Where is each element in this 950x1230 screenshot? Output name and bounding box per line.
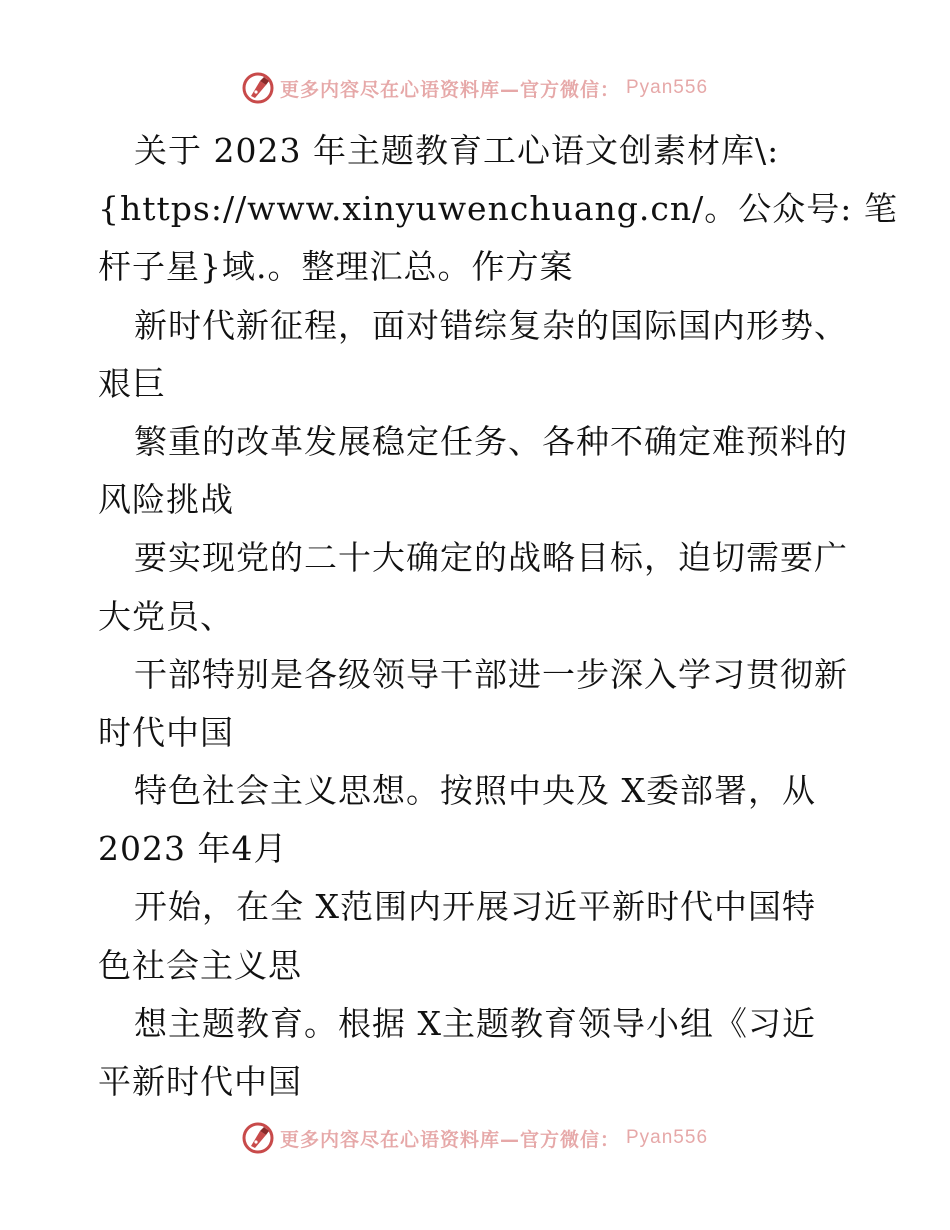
- text-line: 杆子星}域.。整理汇总。作方案: [98, 247, 574, 287]
- document-body: [98, 122, 898, 1111]
- header-watermark: [0, 72, 950, 104]
- text-line: 要实现党的二十大确定的战略目标，迫切需要广: [134, 538, 848, 578]
- text-line: 关于 2023 年主题教育工心语文创素材库\:: [134, 131, 780, 170]
- text-line: 2023 年4月: [98, 829, 288, 869]
- footer-watermark: [0, 1122, 950, 1154]
- pen-nib-circle-icon: [242, 1122, 274, 1154]
- text-line: 想主题教育。根据 X主题教育领导小组《习近: [134, 1003, 816, 1043]
- text-line: 风险挑战: [98, 480, 234, 520]
- pen-nib-circle-icon: [242, 72, 274, 104]
- text-line: 艰巨: [98, 363, 166, 403]
- text-line: 特色社会主义思想。按照中央及 X委部署，从: [134, 771, 816, 811]
- watermark-account: Pyan556: [626, 1127, 709, 1148]
- text-line: 时代中国: [98, 712, 234, 752]
- watermark-text: 更多内容尽在心语资料库—官方微信：: [279, 78, 620, 101]
- text-line: 繁重的改革发展稳定任务、各种不确定难预料的: [134, 421, 848, 461]
- text-line: {https://www.xinyuwenchuang.cn/。公众号: 笔: [98, 189, 898, 229]
- text-line: 开始，在全 X范围内开展习近平新时代中国特: [134, 887, 816, 927]
- watermark-text: 更多内容尽在心语资料库—官方微信：: [279, 1128, 620, 1151]
- text-line: 新时代新征程，面对错综复杂的国际国内形势、: [134, 305, 848, 345]
- text-line: 大党员、: [98, 596, 234, 636]
- text-line: 色社会主义思: [98, 945, 302, 985]
- watermark-account: Pyan556: [626, 77, 709, 98]
- text-line: 干部特别是各级领导干部进一步深入学习贯彻新: [134, 654, 848, 694]
- text-line: 平新时代中国: [98, 1062, 302, 1101]
